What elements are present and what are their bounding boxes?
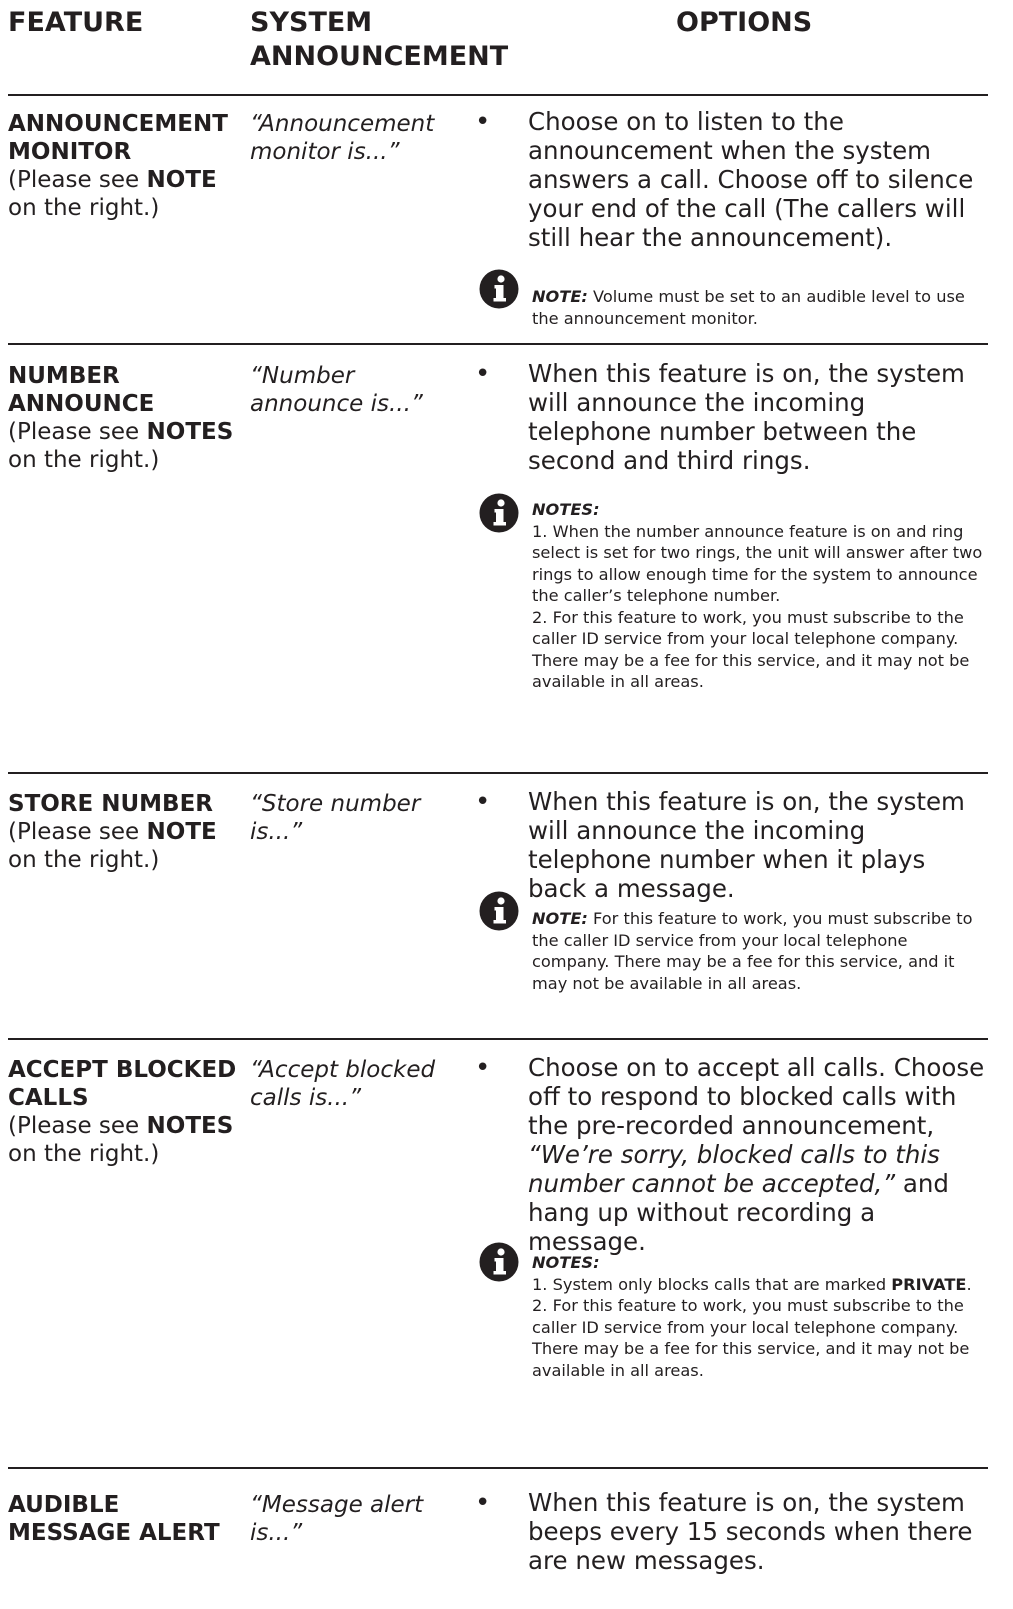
- note-item-post: .: [966, 1274, 972, 1294]
- see-note-prefix: (Please see: [8, 1113, 147, 1139]
- header-announcement-line2: ANNOUNCEMENT: [250, 41, 509, 72]
- row-divider: [8, 1038, 988, 1040]
- see-note-prefix: (Please see: [8, 419, 147, 445]
- note-text: Volume must be set to an audible level to use the announcement monitor.: [532, 287, 965, 328]
- feature-title: NUMBER ANNOUNCE: [8, 363, 155, 417]
- feature-cell: [8, 362, 238, 474]
- header-system-announcement: [250, 6, 508, 74]
- see-note-bold: NOTES: [146, 419, 234, 445]
- note-title: NOTE:: [532, 287, 588, 306]
- feature-cell: [8, 1491, 238, 1547]
- note-item: 2. For this feature to work, you must subscribe to the caller ID service from your local telephone company. There may be a fee for this service, and it may not be available in all areas.: [532, 1296, 970, 1380]
- note-text: For this feature to work, you must subscribe to the caller ID service from your local telephone company. There may be a fee for this service, and it may not be available in all areas.: [532, 909, 973, 993]
- option-text-post: and hang up without recording a message.: [528, 1169, 949, 1256]
- note-title: NOTE:: [532, 909, 588, 928]
- option-text: [528, 1053, 988, 1256]
- header-options: OPTIONS: [676, 7, 813, 38]
- row-divider: [8, 343, 988, 345]
- note: [532, 908, 988, 994]
- see-note-bold: NOTE: [146, 819, 217, 845]
- feature-cell: [8, 1056, 238, 1168]
- header-divider: [8, 94, 988, 96]
- feature-cell: [8, 110, 238, 222]
- note-item-bold: PRIVATE: [891, 1274, 967, 1294]
- bullet: •: [475, 1488, 491, 1518]
- bullet: •: [475, 107, 491, 137]
- header-announcement-line1: SYSTEM: [250, 7, 373, 38]
- feature-title: ANNOUNCEMENT MONITOR: [8, 111, 228, 165]
- system-announcement: “Announcement monitor is...”: [250, 111, 435, 165]
- option-text: Choose on to listen to the announcement when the system answers a call. Choose off to silence your end of the call (The callers will still hear the announcement).: [528, 107, 974, 252]
- info-icon: [478, 492, 520, 534]
- row-divider: [8, 1467, 988, 1469]
- see-note-bold: NOTE: [146, 167, 217, 193]
- option-text: When this feature is on, the system will announce the incoming telephone number when it plays back a message.: [528, 787, 965, 903]
- feature-title: ACCEPT BLOCKED CALLS: [8, 1057, 237, 1111]
- notes-title: NOTES:: [532, 1253, 600, 1272]
- system-announcement: “Accept blocked calls is...”: [250, 1057, 436, 1111]
- see-note-suffix: on the right.): [8, 447, 160, 473]
- system-announcement: “Message alert is...”: [250, 1492, 424, 1546]
- see-note-prefix: (Please see: [8, 167, 147, 193]
- bullet: •: [475, 1053, 491, 1083]
- row-divider: [8, 772, 988, 774]
- note-item-pre: 1. System only blocks calls that are marked: [532, 1274, 892, 1294]
- system-announcement: “Store number is...”: [250, 791, 421, 845]
- see-note-prefix: (Please see: [8, 819, 147, 845]
- notes-title: NOTES:: [532, 500, 600, 519]
- bullet: •: [475, 787, 491, 817]
- feature-cell: [8, 790, 238, 874]
- option-quote: “We’re sorry, blocked calls to this number cannot be accepted,”: [528, 1140, 940, 1198]
- info-icon: [478, 268, 520, 310]
- feature-title: STORE NUMBER: [8, 791, 214, 817]
- info-icon: [478, 1241, 520, 1283]
- feature-title: AUDIBLE MESSAGE ALERT: [8, 1492, 220, 1546]
- notes: [532, 1252, 988, 1381]
- note-item: [532, 1274, 988, 1296]
- see-note-suffix: on the right.): [8, 195, 160, 221]
- option-text-pre: Choose on to accept all calls. Choose off to respond to blocked calls with the pre-recorded announcement,: [528, 1053, 985, 1140]
- option-text: When this feature is on, the system will announce the incoming telephone number between the second and third rings.: [528, 359, 965, 475]
- system-announcement: “Number announce is...”: [250, 363, 423, 417]
- see-note-suffix: on the right.): [8, 1141, 160, 1167]
- note-item: 1. When the number announce feature is on and ring select is set for two rings, the unit will answer after two rings to allow enough time for the system to announce the caller’s telephone number.: [532, 521, 983, 605]
- note-item: 2. For this feature to work, you must subscribe to the caller ID service from your local telephone company. There may be a fee for this service, and it may not be available in all areas.: [532, 607, 970, 691]
- notes: [532, 499, 988, 693]
- see-note-bold: NOTES: [146, 1113, 234, 1139]
- header-feature: FEATURE: [8, 7, 144, 38]
- see-note-suffix: on the right.): [8, 847, 160, 873]
- option-text: When this feature is on, the system beeps every 15 seconds when there are new messages.: [528, 1488, 973, 1575]
- info-icon: [478, 890, 520, 932]
- note: [532, 286, 988, 329]
- bullet: •: [475, 359, 491, 389]
